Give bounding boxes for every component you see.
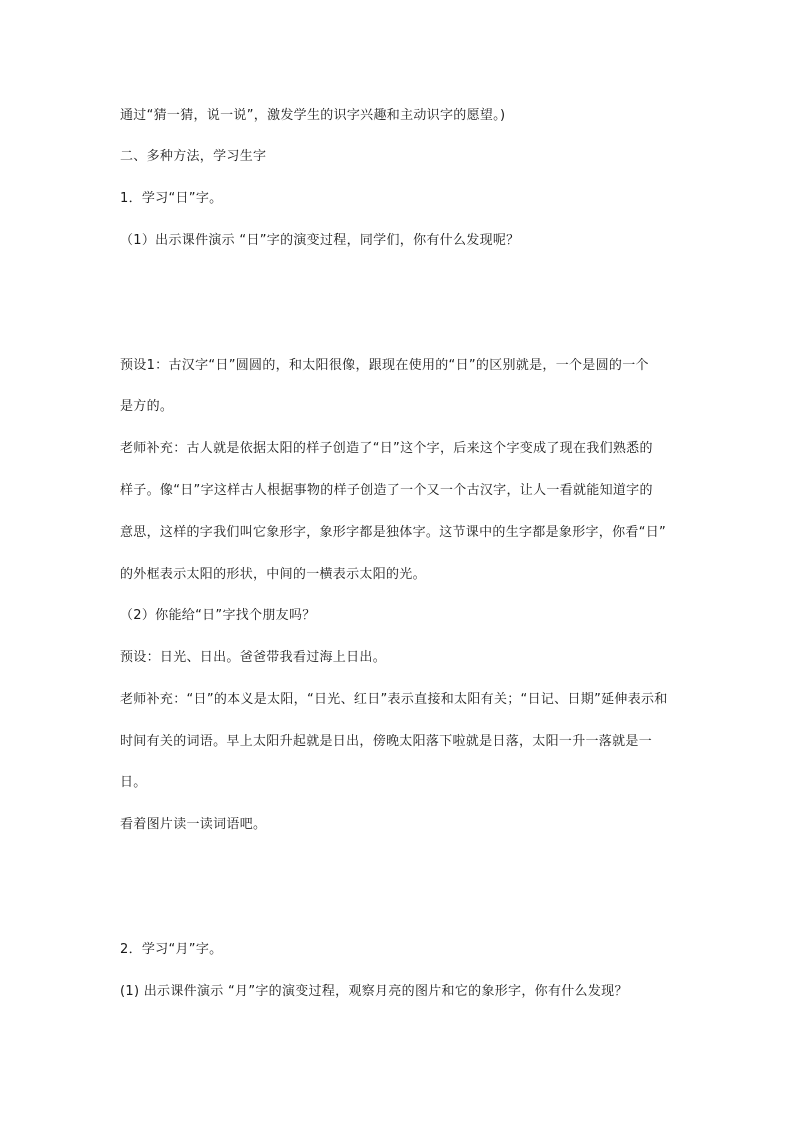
preset-1-line-2: 是方的。 — [120, 399, 174, 414]
step-1-ri-evolution: （1）出示课件演示 “日”字的演变过程，同学们，你有什么发现呢？ — [120, 233, 520, 248]
teacher-note-2-line-2: 时间有关的词语。早上太阳升起就是日出，傍晚太阳落下啦就是日落，太阳一升一落就是一 — [120, 734, 653, 749]
subheading-learn-ri: 1．学习“日”字。 — [120, 191, 223, 206]
teacher-note-1-line-2: 样子。像“日”字这样古人根据事物的样子创造了一个又一个古汉字，让人一看就能知道字的 — [120, 483, 653, 498]
teacher-note-1-line-3: 意思，这样的字我们叫它象形字，象形字都是独体字。这节课中的生字都是象形字，你看“日” — [120, 525, 667, 540]
step-1-yue-evolution: (1) 出示课件演示 “月”字的演变过程，观察月亮的图片和它的象形字，你有什么发现？ — [120, 984, 628, 999]
step-2-find-friend: （2）你能给“日”字找个朋友吗？ — [120, 608, 316, 623]
teacher-note-1-line-4: 的外框表示太阳的形状，中间的一横表示太阳的光。 — [120, 567, 426, 582]
teacher-note-2-line-3: 日。 — [120, 775, 147, 790]
subheading-learn-yue: 2．学习“月”字。 — [120, 942, 223, 957]
teacher-note-1-line-1: 老师补充：古人就是依据太阳的样子创造了“日”这个字，后来这个字变成了现在我们熟悉的 — [120, 441, 653, 456]
section-heading-2: 二、多种方法，学习生字 — [120, 149, 267, 164]
preset-2: 预设：日光、日出。爸爸带我看过海上日出。 — [120, 650, 387, 665]
preset-1-line-1: 预设1：古汉字“日”圆圆的，和太阳很像，跟现在使用的“日”的区别就是，一个是圆的一个 — [120, 358, 649, 373]
read-words-prompt: 看着图片读一读词语吧。 — [120, 817, 267, 832]
paragraph-intro-note: 通过“猜一猜，说一说”，激发学生的识字兴趣和主动识字的愿望。) — [120, 108, 506, 123]
teacher-note-2-line-1: 老师补充：“日”的本义是太阳，“日光、红日”表示直接和太阳有关；“日记、日期”延伸表示和 — [120, 692, 668, 707]
